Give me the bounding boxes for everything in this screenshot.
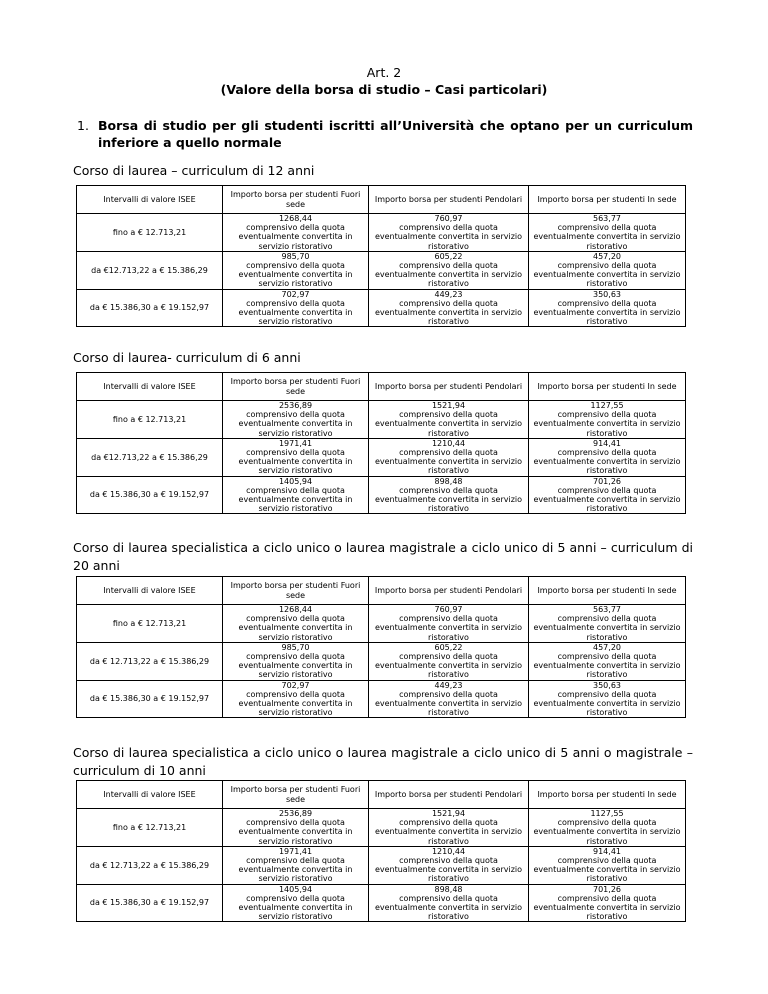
isee-range-cell: fino a € 12.713,21 xyxy=(77,809,223,847)
amount-cell-fuori xyxy=(223,809,369,847)
amount-cell-insede xyxy=(529,809,686,847)
table-row xyxy=(77,438,686,476)
isee-range-cell: da € 15.386,30 a € 19.152,97 xyxy=(77,680,223,718)
amount-note: comprensivo della quota eventualmente convertita in servizio ristorativo xyxy=(533,223,681,251)
table-row xyxy=(77,605,686,643)
table-row xyxy=(77,642,686,680)
header-pendolari: Importo borsa per studenti Pendolari xyxy=(369,373,529,401)
amount-value: 985,70 xyxy=(281,251,310,261)
header-in-sede: Importo borsa per studenti In sede xyxy=(529,373,686,401)
amount-value: 449,23 xyxy=(434,680,463,690)
amount-value: 1210,44 xyxy=(431,846,466,856)
point-1-number: 1. xyxy=(77,118,89,133)
amount-value: 563,77 xyxy=(593,605,621,614)
table-row xyxy=(77,809,686,847)
amount-cell-insede xyxy=(529,401,686,439)
amount-note: comprensivo della quota eventualmente convertita in servizio ristorativo xyxy=(374,893,523,922)
section-heading-1: Corso di laurea – curriculum di 12 anni xyxy=(73,163,315,178)
amount-note: comprensivo della quota eventualmente convertita in servizio ristorativo xyxy=(238,893,353,922)
amount-value: 1405,94 xyxy=(278,884,313,894)
amount-note: comprensivo della quota eventualmente convertita in servizio ristorativo xyxy=(238,448,353,476)
amount-value: 457,20 xyxy=(593,642,621,652)
amount-cell-pendolari xyxy=(369,214,529,252)
amount-value: 605,22 xyxy=(434,642,463,652)
amount-cell-pendolari xyxy=(369,642,529,680)
amount-note: comprensivo della quota eventualmente convertita in servizio ristorativo xyxy=(238,298,353,327)
header-pendolari: Importo borsa per studenti Pendolari xyxy=(369,186,529,214)
amount-note: comprensivo della quota eventualmente convertita in servizio ristorativo xyxy=(374,410,523,438)
header-fuori-sede: Importo borsa per studenti Fuori sede xyxy=(223,186,369,214)
header-isee-range: Intervalli di valore ISEE xyxy=(77,577,223,605)
amount-value: 1127,55 xyxy=(590,401,624,410)
amount-cell-insede xyxy=(529,214,686,252)
header-pendolari: Importo borsa per studenti Pendolari xyxy=(369,577,529,605)
amount-note: comprensivo della quota eventualmente convertita in servizio ristorativo xyxy=(238,689,353,718)
amount-note: comprensivo della quota eventualmente convertita in servizio ristorativo xyxy=(238,856,353,884)
amount-cell-insede xyxy=(529,884,686,922)
amount-value: 914,41 xyxy=(593,438,621,448)
amount-value: 1971,41 xyxy=(278,846,313,856)
header-in-sede: Importo borsa per studenti In sede xyxy=(529,781,686,809)
amount-value: 760,97 xyxy=(434,214,463,223)
amount-value: 563,77 xyxy=(593,214,621,223)
amount-note: comprensivo della quota eventualmente convertita in servizio ristorativo xyxy=(533,652,681,680)
article-subtitle: (Valore della borsa di studio – Casi particolari) xyxy=(220,82,548,97)
amount-cell-insede xyxy=(529,289,686,327)
amount-cell-fuori xyxy=(223,214,369,252)
amount-note: comprensivo della quota eventualmente convertita in servizio ristorativo xyxy=(238,261,353,289)
amount-cell-pendolari xyxy=(369,289,529,327)
amount-note: comprensivo della quota eventualmente convertita in servizio ristorativo xyxy=(374,652,523,680)
table-row xyxy=(77,846,686,884)
amount-value: 1521,94 xyxy=(431,401,466,410)
amount-value: 2536,89 xyxy=(278,809,313,818)
amount-cell-pendolari xyxy=(369,476,529,514)
amount-note: comprensivo della quota eventualmente convertita in servizio ristorativo xyxy=(374,485,523,514)
isee-table-4 xyxy=(76,780,686,922)
section-heading-3: Corso di laurea specialistica a ciclo unico o laurea magistrale a ciclo unico di 5 anni – curriculum di 20 anni xyxy=(73,540,693,573)
table-row xyxy=(77,214,686,252)
amount-cell-pendolari xyxy=(369,809,529,847)
isee-range-cell: fino a € 12.713,21 xyxy=(77,605,223,643)
amount-note: comprensivo della quota eventualmente convertita in servizio ristorativo xyxy=(533,485,681,514)
amount-cell-pendolari xyxy=(369,884,529,922)
amount-note: comprensivo della quota eventualmente convertita in servizio ristorativo xyxy=(533,818,681,846)
section-heading-4: Corso di laurea specialistica a ciclo unico o laurea magistrale a ciclo unico di 5 anni o magistrale – curriculum di 10 anni xyxy=(73,745,693,778)
isee-range-cell: da € 15.386,30 a € 19.152,97 xyxy=(77,289,223,327)
header-fuori-sede: Importo borsa per studenti Fuori sede xyxy=(223,373,369,401)
amount-value: 701,26 xyxy=(593,884,621,894)
isee-range-cell: da €12.713,22 a € 15.386,29 xyxy=(77,251,223,289)
amount-note: comprensivo della quota eventualmente convertita in servizio ristorativo xyxy=(533,689,681,718)
amount-note: comprensivo della quota eventualmente convertita in servizio ristorativo xyxy=(238,614,353,642)
amount-note: comprensivo della quota eventualmente convertita in servizio ristorativo xyxy=(374,298,523,327)
header-isee-range: Intervalli di valore ISEE xyxy=(77,186,223,214)
article-number: Art. 2 xyxy=(366,65,402,80)
isee-range-cell: da € 15.386,30 a € 19.152,97 xyxy=(77,476,223,514)
amount-value: 1210,44 xyxy=(431,438,466,448)
isee-range-cell: da €12.713,22 a € 15.386,29 xyxy=(77,438,223,476)
amount-value: 1971,41 xyxy=(278,438,313,448)
amount-note: comprensivo della quota eventualmente convertita in servizio ristorativo xyxy=(374,689,523,718)
isee-range-cell: da € 15.386,30 a € 19.152,97 xyxy=(77,884,223,922)
amount-cell-fuori xyxy=(223,401,369,439)
amount-cell-insede xyxy=(529,251,686,289)
isee-range-cell: da € 12.713,22 a € 15.386,29 xyxy=(77,846,223,884)
amount-value: 702,97 xyxy=(281,680,310,690)
amount-value: 985,70 xyxy=(281,642,310,652)
table-header-row xyxy=(77,186,686,214)
header-in-sede: Importo borsa per studenti In sede xyxy=(529,186,686,214)
amount-cell-pendolari xyxy=(369,846,529,884)
amount-value: 701,26 xyxy=(593,476,621,486)
amount-cell-fuori xyxy=(223,438,369,476)
amount-cell-pendolari xyxy=(369,438,529,476)
amount-cell-fuori xyxy=(223,476,369,514)
section-heading-2: Corso di laurea- curriculum di 6 anni xyxy=(73,350,301,365)
amount-value: 2536,89 xyxy=(278,401,313,410)
amount-cell-insede xyxy=(529,605,686,643)
amount-value: 1268,44 xyxy=(278,214,313,223)
amount-note: comprensivo della quota eventualmente convertita in servizio ristorativo xyxy=(238,818,353,846)
amount-value: 702,97 xyxy=(281,289,310,299)
amount-value: 898,48 xyxy=(434,476,463,486)
amount-value: 1127,55 xyxy=(590,809,624,818)
table-row xyxy=(77,680,686,718)
amount-cell-fuori xyxy=(223,289,369,327)
amount-cell-insede xyxy=(529,476,686,514)
amount-value: 350,63 xyxy=(593,680,621,690)
isee-range-cell: fino a € 12.713,21 xyxy=(77,214,223,252)
amount-note: comprensivo della quota eventualmente convertita in servizio ristorativo xyxy=(238,652,353,680)
amount-cell-fuori xyxy=(223,680,369,718)
amount-value: 449,23 xyxy=(434,289,463,299)
amount-note: comprensivo della quota eventualmente convertita in servizio ristorativo xyxy=(533,261,681,289)
amount-cell-fuori xyxy=(223,605,369,643)
amount-cell-insede xyxy=(529,438,686,476)
amount-note: comprensivo della quota eventualmente convertita in servizio ristorativo xyxy=(374,614,523,642)
isee-table-3 xyxy=(76,576,686,718)
amount-cell-pendolari xyxy=(369,605,529,643)
amount-cell-fuori xyxy=(223,642,369,680)
isee-table-1 xyxy=(76,185,686,327)
amount-note: comprensivo della quota eventualmente convertita in servizio ristorativo xyxy=(533,856,681,884)
table-row xyxy=(77,884,686,922)
amount-cell-pendolari xyxy=(369,401,529,439)
amount-note: comprensivo della quota eventualmente convertita in servizio ristorativo xyxy=(533,448,681,476)
amount-cell-fuori xyxy=(223,251,369,289)
amount-note: comprensivo della quota eventualmente convertita in servizio ristorativo xyxy=(533,614,681,642)
amount-cell-insede xyxy=(529,642,686,680)
amount-value: 350,63 xyxy=(593,289,621,299)
amount-value: 1268,44 xyxy=(278,605,313,614)
amount-note: comprensivo della quota eventualmente convertita in servizio ristorativo xyxy=(374,818,523,846)
header-pendolari: Importo borsa per studenti Pendolari xyxy=(369,781,529,809)
table-row xyxy=(77,289,686,327)
amount-value: 1521,94 xyxy=(431,809,466,818)
header-isee-range: Intervalli di valore ISEE xyxy=(77,781,223,809)
amount-note: comprensivo della quota eventualmente convertita in servizio ristorativo xyxy=(238,485,353,514)
amount-note: comprensivo della quota eventualmente convertita in servizio ristorativo xyxy=(238,223,353,251)
amount-note: comprensivo della quota eventualmente convertita in servizio ristorativo xyxy=(238,410,353,438)
header-fuori-sede: Importo borsa per studenti Fuori sede xyxy=(223,781,369,809)
header-fuori-sede: Importo borsa per studenti Fuori sede xyxy=(223,577,369,605)
amount-note: comprensivo della quota eventualmente convertita in servizio ristorativo xyxy=(374,223,523,251)
table-header-row xyxy=(77,577,686,605)
amount-cell-insede xyxy=(529,846,686,884)
amount-note: comprensivo della quota eventualmente convertita in servizio ristorativo xyxy=(374,448,523,476)
amount-note: comprensivo della quota eventualmente convertita in servizio ristorativo xyxy=(374,261,523,289)
table-row xyxy=(77,476,686,514)
isee-range-cell: fino a € 12.713,21 xyxy=(77,401,223,439)
isee-range-cell: da € 12.713,22 a € 15.386,29 xyxy=(77,642,223,680)
amount-note: comprensivo della quota eventualmente convertita in servizio ristorativo xyxy=(533,410,681,438)
amount-cell-fuori xyxy=(223,846,369,884)
amount-value: 914,41 xyxy=(593,846,621,856)
table-row xyxy=(77,251,686,289)
amount-note: comprensivo della quota eventualmente convertita in servizio ristorativo xyxy=(374,856,523,884)
amount-value: 898,48 xyxy=(434,884,463,894)
amount-cell-insede xyxy=(529,680,686,718)
table-header-row xyxy=(77,781,686,809)
amount-value: 760,97 xyxy=(434,605,463,614)
amount-note: comprensivo della quota eventualmente convertita in servizio ristorativo xyxy=(533,893,681,922)
header-in-sede: Importo borsa per studenti In sede xyxy=(529,577,686,605)
amount-note: comprensivo della quota eventualmente convertita in servizio ristorativo xyxy=(533,298,681,327)
amount-value: 1405,94 xyxy=(278,476,313,486)
amount-value: 605,22 xyxy=(434,251,463,261)
amount-cell-pendolari xyxy=(369,680,529,718)
isee-table-2 xyxy=(76,372,686,514)
amount-cell-pendolari xyxy=(369,251,529,289)
point-1-text: Borsa di studio per gli studenti iscritti all’Università che optano per un curriculum inferiore a quello normale xyxy=(98,118,693,150)
header-isee-range: Intervalli di valore ISEE xyxy=(77,373,223,401)
table-header-row xyxy=(77,373,686,401)
amount-cell-fuori xyxy=(223,884,369,922)
amount-value: 457,20 xyxy=(593,251,621,261)
table-row xyxy=(77,401,686,439)
